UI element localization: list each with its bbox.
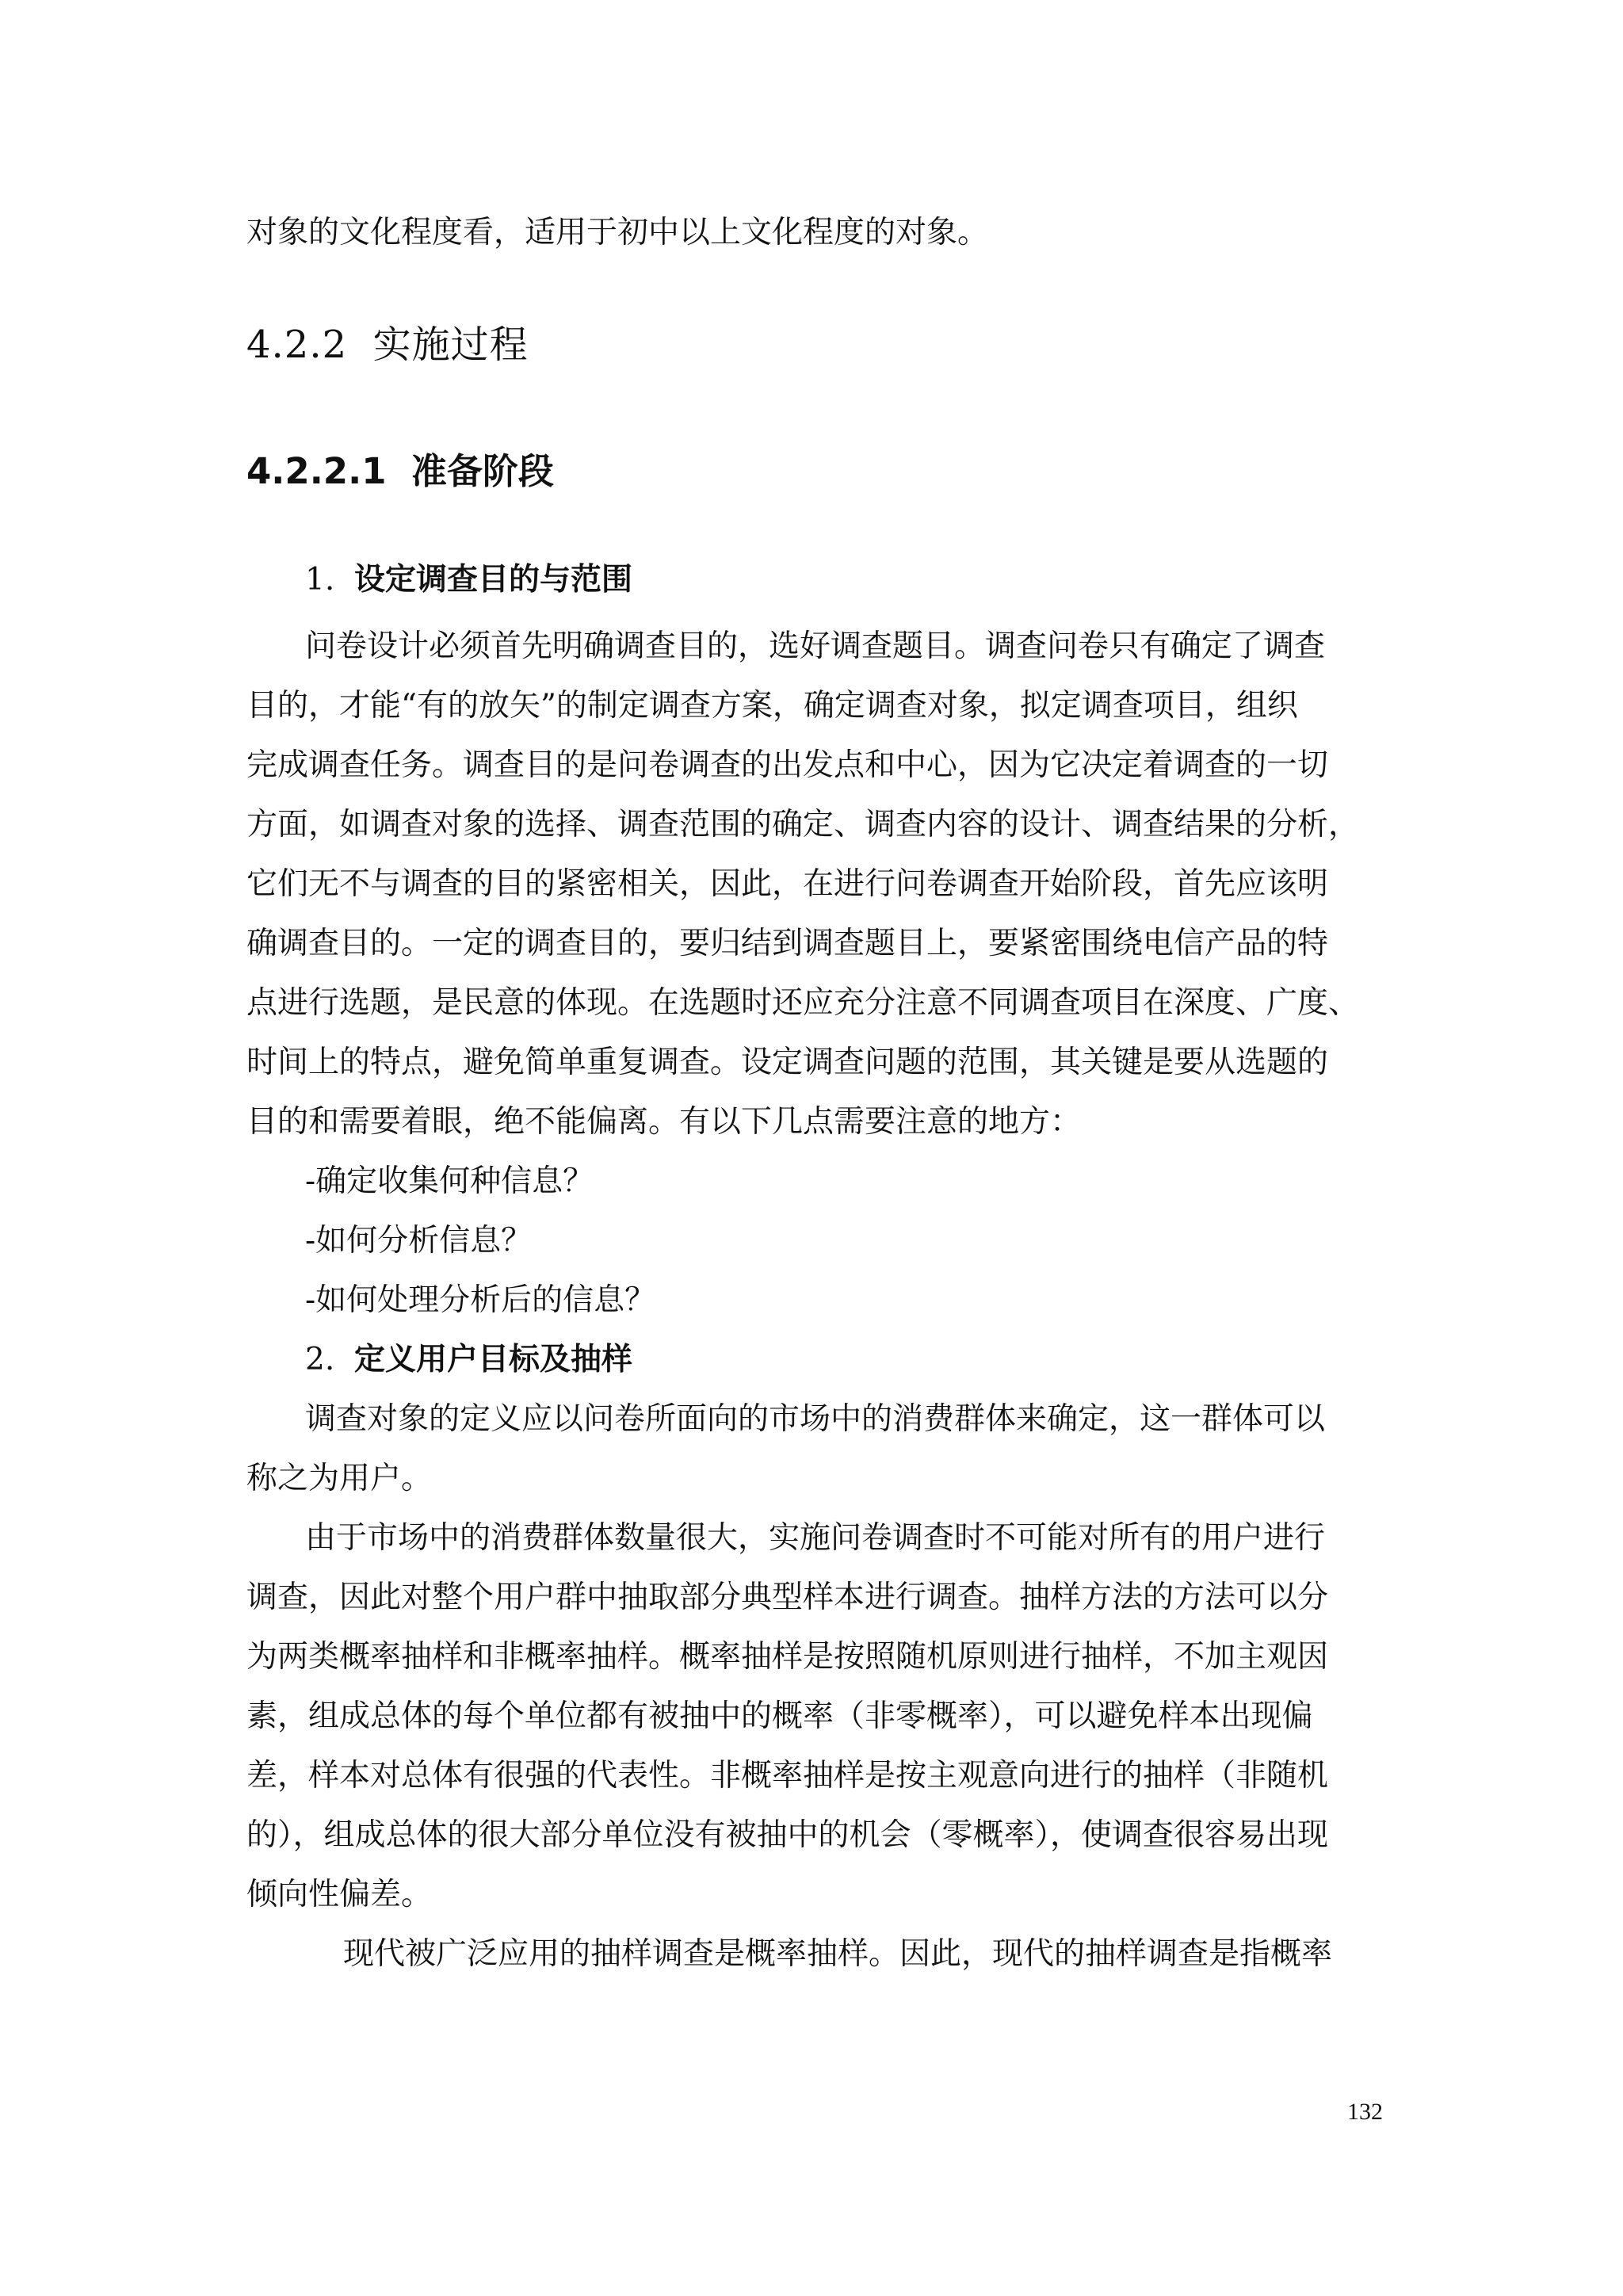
paragraph-line: 调查对象的定义应以问卷所面向的市场中的消费群体来确定，这一群体可以 [305, 1401, 1326, 1437]
paragraph-line: 为两类概率抽样和非概率抽样。概率抽样是按照随机原则进行抽样，不加主观因 [246, 1639, 1329, 1675]
item-number: 2. [305, 1342, 335, 1377]
item-title: 定义用户目标及抽样 [354, 1342, 633, 1377]
item-heading [305, 560, 632, 601]
paragraph-line: 差，样本对总体有很强的代表性。非概率抽样是按主观意向进行的抽样（非随机 [246, 1758, 1329, 1794]
paragraph-line: 点进行选题，是民意的体现。在选题时还应充分注意不同调查项目在深度、广度、 [246, 985, 1360, 1021]
section-number: 4.2.2 [246, 323, 348, 367]
subsection-number: 4.2.2.1 [246, 450, 387, 492]
paragraph-line: 完成调查任务。调查目的是问卷调查的出发点和中心，因为它决定着调查的一切 [246, 747, 1329, 783]
paragraph-line: 目的和需要着眼，绝不能偏离。有以下几点需要注意的地方： [246, 1104, 1082, 1140]
paragraph-line: 它们无不与调查的目的紧密相关，因此，在进行问卷调查开始阶段，首先应该明 [246, 866, 1329, 902]
paragraph-line: 素，组成总体的每个单位都有被抽中的概率（非零概率），可以避免样本出现偏 [246, 1698, 1313, 1734]
subsection-title: 准备阶段 [411, 450, 554, 492]
paragraph-line: 的），组成总体的很大部分单位没有被抽中的机会（零概率），使调查很容易出现 [246, 1817, 1329, 1853]
paragraph-line: 称之为用户。 [246, 1461, 433, 1496]
paragraph-line: 问卷设计必须首先明确调查目的，选好调查题目。调查问卷只有确定了调查 [305, 628, 1326, 664]
section-heading [246, 321, 529, 369]
paragraph-line: 调查，因此对整个用户群中抽取部分典型样本进行调查。抽样方法的方法可以分 [246, 1580, 1329, 1615]
subsection-heading [246, 449, 554, 494]
paragraph-line: 确调查目的。一定的调查目的，要归结到调查题目上，要紧密围绕电信产品的特 [246, 926, 1329, 961]
item-heading [305, 1339, 632, 1381]
paragraph-line: 目的，才能“有的放矢”的制定调查方案，确定调查对象，拟定调查项目，组织 [246, 688, 1298, 724]
item-number: 1. [305, 562, 335, 598]
text-line: 对象的文化程度看，适用于初中以上文化程度的对象。 [246, 215, 989, 250]
paragraph-line: 由于市场中的消费群体数量很大，实施问卷调查时不可能对所有的用户进行 [305, 1520, 1326, 1556]
paragraph-line: 方面，如调查对象的选择、调查范围的确定、调查内容的设计、调查结果的分析， [246, 807, 1360, 842]
bullet-item: -确定收集何种信息？ [305, 1163, 594, 1199]
section-title: 实施过程 [372, 323, 529, 367]
bullet-item: -如何处理分析后的信息？ [305, 1282, 656, 1318]
paragraph-line: 现代被广泛应用的抽样调查是概率抽样。因此，现代的抽样调查是指概率 [343, 1936, 1333, 1972]
paragraph-line: 时间上的特点，避免简单重复调查。设定调查问题的范围，其关键是要从选题的 [246, 1045, 1329, 1080]
page-number: 132 [1347, 2099, 1383, 2125]
paragraph-line: 倾向性偏差。 [246, 1877, 433, 1912]
item-title: 设定调查目的与范围 [354, 562, 633, 598]
bullet-item: -如何分析信息？ [305, 1223, 533, 1259]
